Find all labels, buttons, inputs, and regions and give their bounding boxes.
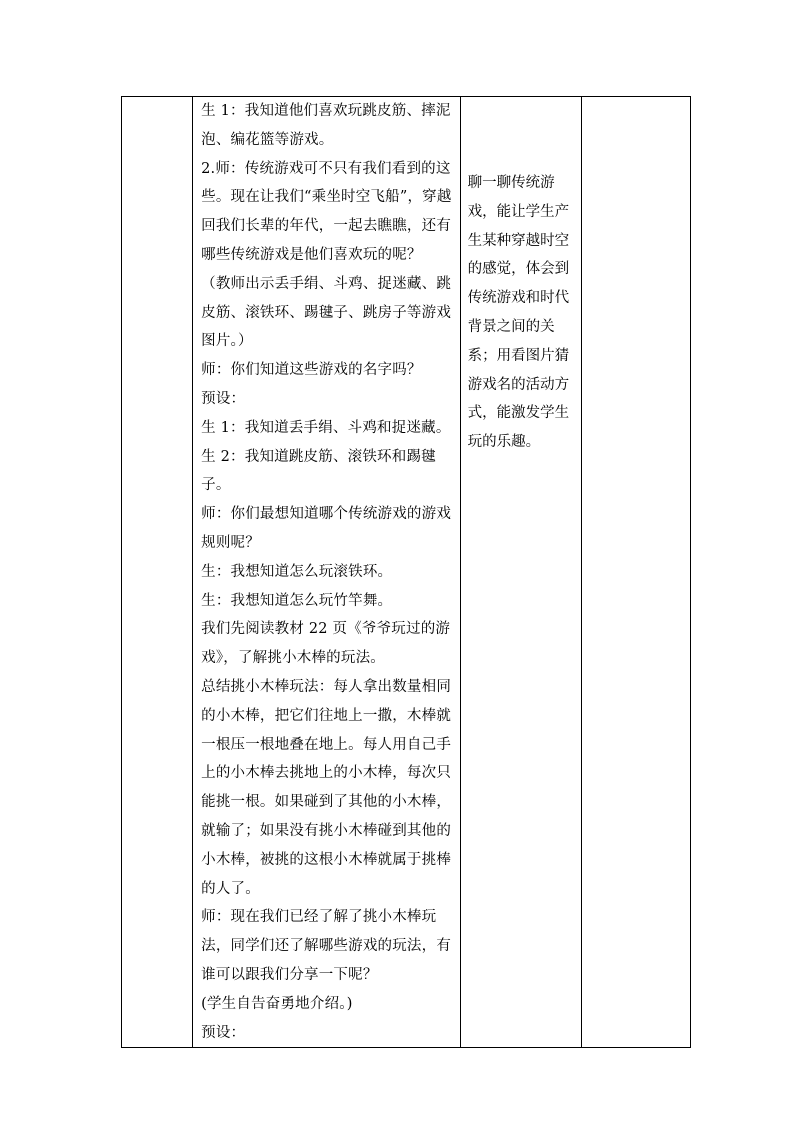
teaching-activity-cell (193, 97, 460, 1048)
activity-line: 生 2：我知道跳皮筋、滚铁环和踢毽子。 (201, 448, 436, 494)
activity-line: 生 1：我知道丢手绢、斗鸡和捉迷藏。 (201, 419, 451, 436)
notes-cell (581, 97, 690, 1048)
design-intent-cell (460, 97, 581, 1048)
activity-line: 师：你们知道这些游戏的名字吗？ (201, 362, 422, 379)
activity-line: 师：你们最想知道哪个传统游戏的游戏规则呢？ (201, 506, 452, 551)
table-row (122, 97, 691, 1048)
stage-cell (122, 97, 193, 1048)
design-intent-paragraph: 聊一聊传统游戏，能让学生产生某种穿越时空的感觉，体会到传统游戏和时代背景之间的关系；用看图片猜游戏名的活动方式，能激发学生玩的乐趣。 (467, 175, 570, 451)
activity-line: 生 1：我知道他们喜欢玩跳皮筋、摔泥泡、编花篮等游戏。 (201, 103, 451, 148)
activity-line: 预设： (201, 390, 246, 407)
activity-line: （教师出示丢手绢、斗鸡、捉迷藏、跳皮筋、滚铁环、踢毽子、跳房子等游戏图片。） (201, 275, 452, 350)
lesson-plan-table (121, 96, 691, 1048)
activity-line: 师：现在我们已经了解了挑小木棒玩法，同学们还了解哪些游戏的玩法，有谁可以跟我们分享一下呢？ (201, 909, 452, 983)
design-intent-text (461, 97, 581, 457)
teaching-activity-text (193, 97, 459, 1047)
activity-line: 预设： (201, 1024, 246, 1041)
activity-line: (学生自告奋勇地介绍。) (201, 995, 353, 1012)
activity-line: 2.师：传统游戏可不只有我们看到的这些。现在让我们“乘坐时空飞船”，穿越回我们长辈的年代，一起去瞧瞧，还有哪些传统游戏是他们喜欢玩的呢？ (201, 160, 452, 263)
activity-line: 我们先阅读教材 22 页《爷爷玩过的游戏》，了解挑小木棒的玩法。 (201, 621, 451, 667)
activity-line: 总结挑小木棒玩法：每人拿出数量相同的小木棒，把它们往地上一撒，木棒就一根压一根地叠在地上。每人用自己手上的小木棒去挑地上的小木棒，每次只能挑一根。如果碰到了其他的小木棒，就输了；如果没有挑小木棒碰到其他的小木棒，被挑的这根小木棒就属于挑棒的人了。 (201, 678, 452, 897)
activity-line: 生：我想知道怎么玩滚铁环。 (201, 563, 393, 580)
activity-line: 生：我想知道怎么玩竹竿舞。 (201, 592, 393, 609)
